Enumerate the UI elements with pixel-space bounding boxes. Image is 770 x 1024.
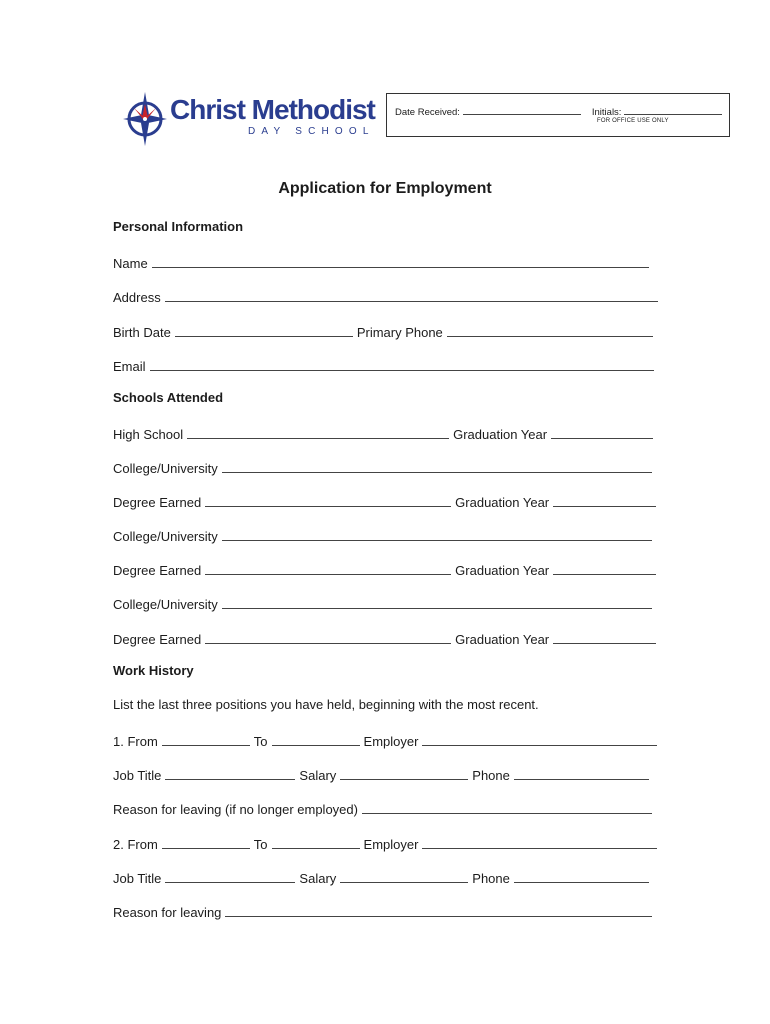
school-logo (122, 90, 375, 148)
college-row (113, 524, 652, 544)
office-use-box (386, 93, 730, 137)
from-field[interactable] (162, 848, 250, 849)
degree-field[interactable] (205, 574, 451, 575)
date-received-field[interactable] (463, 104, 581, 115)
position-2-dates-row (113, 832, 657, 852)
phone-field[interactable] (514, 882, 649, 883)
employer-field[interactable] (422, 848, 657, 849)
initials-field[interactable] (624, 104, 722, 115)
office-use-row (395, 104, 721, 118)
logo-name: Christ Methodist (170, 94, 375, 125)
from-field[interactable] (162, 745, 250, 746)
graduation-year-field[interactable] (553, 506, 656, 507)
to-field[interactable] (272, 848, 360, 849)
primary-phone-label: Primary Phone (356, 325, 443, 340)
reason-for-leaving-field[interactable] (362, 813, 652, 814)
college-label: College/University (113, 529, 218, 544)
high-school-label: High School (113, 427, 184, 442)
position-1-dates-row (113, 729, 657, 749)
from-label: 1. From (113, 734, 158, 749)
position-1-reason-row (113, 797, 652, 817)
degree-label: Degree Earned (113, 632, 202, 647)
personal-information-heading: Personal Information (113, 219, 244, 234)
college-label: College/University (113, 597, 218, 612)
college-field[interactable] (222, 472, 652, 473)
address-row (113, 285, 658, 305)
to-field[interactable] (272, 745, 360, 746)
degree-row (113, 490, 656, 510)
graduation-year-field[interactable] (553, 574, 656, 575)
job-title-field[interactable] (165, 882, 295, 883)
reason-for-leaving-label: Reason for leaving (if no longer employed) (113, 802, 358, 817)
schools-attended-heading: Schools Attended (113, 390, 224, 405)
job-title-label: Job Title (113, 871, 162, 886)
email-label: Email (113, 359, 146, 374)
name-field[interactable] (152, 267, 649, 268)
degree-field[interactable] (205, 506, 451, 507)
salary-label: Salary (299, 768, 337, 783)
college-field[interactable] (222, 540, 652, 541)
graduation-year-label: Graduation Year (455, 632, 550, 647)
job-title-label: Job Title (113, 768, 162, 783)
graduation-year-label: Graduation Year (455, 563, 550, 578)
salary-field[interactable] (340, 882, 468, 883)
birth-date-field[interactable] (175, 336, 353, 337)
from-label: 2. From (113, 837, 158, 852)
phone-label: Phone (472, 768, 510, 783)
compass-cross-icon (122, 90, 168, 148)
degree-label: Degree Earned (113, 495, 202, 510)
job-title-field[interactable] (165, 779, 295, 780)
college-field[interactable] (222, 608, 652, 609)
salary-label: Salary (299, 871, 337, 886)
graduation-year-field[interactable] (553, 643, 656, 644)
name-label: Name (113, 256, 148, 271)
initials-label: Initials: (591, 107, 622, 118)
employer-field[interactable] (422, 745, 657, 746)
position-2-reason-row (113, 900, 652, 920)
address-field[interactable] (165, 301, 658, 302)
employer-label: Employer (363, 837, 419, 852)
position-2-details-row (113, 866, 649, 886)
page-title: Application for Employment (278, 180, 492, 197)
email-field[interactable] (150, 370, 654, 371)
birth-phone-row (113, 320, 653, 340)
to-label: To (253, 734, 268, 749)
high-school-field[interactable] (187, 438, 449, 439)
salary-field[interactable] (340, 779, 468, 780)
college-label: College/University (113, 461, 218, 476)
work-history-heading: Work History (113, 663, 194, 678)
degree-label: Degree Earned (113, 563, 202, 578)
phone-label: Phone (472, 871, 510, 886)
degree-row (113, 558, 656, 578)
graduation-year-label: Graduation Year (453, 427, 548, 442)
graduation-year-label: Graduation Year (455, 495, 550, 510)
reason-for-leaving-field[interactable] (225, 916, 652, 917)
reason-for-leaving-label: Reason for leaving (113, 905, 222, 920)
graduation-year-field[interactable] (551, 438, 653, 439)
college-row (113, 456, 652, 476)
degree-row (113, 627, 656, 647)
logo-subtitle: DAY SCHOOL (248, 126, 375, 137)
college-row (113, 592, 652, 612)
birth-date-label: Birth Date (113, 325, 171, 340)
phone-field[interactable] (514, 779, 649, 780)
employer-label: Employer (363, 734, 419, 749)
to-label: To (253, 837, 268, 852)
date-received-label: Date Received: (395, 107, 460, 118)
office-use-note: FOR OFFICE USE ONLY (597, 118, 669, 124)
email-row (113, 354, 654, 374)
address-label: Address (113, 290, 161, 305)
degree-field[interactable] (205, 643, 451, 644)
work-history-instructions: List the last three positions you have held, beginning with the most recent. (113, 697, 539, 712)
name-row (113, 251, 649, 271)
high-school-row (113, 422, 653, 442)
position-1-details-row (113, 763, 649, 783)
primary-phone-field[interactable] (447, 336, 653, 337)
